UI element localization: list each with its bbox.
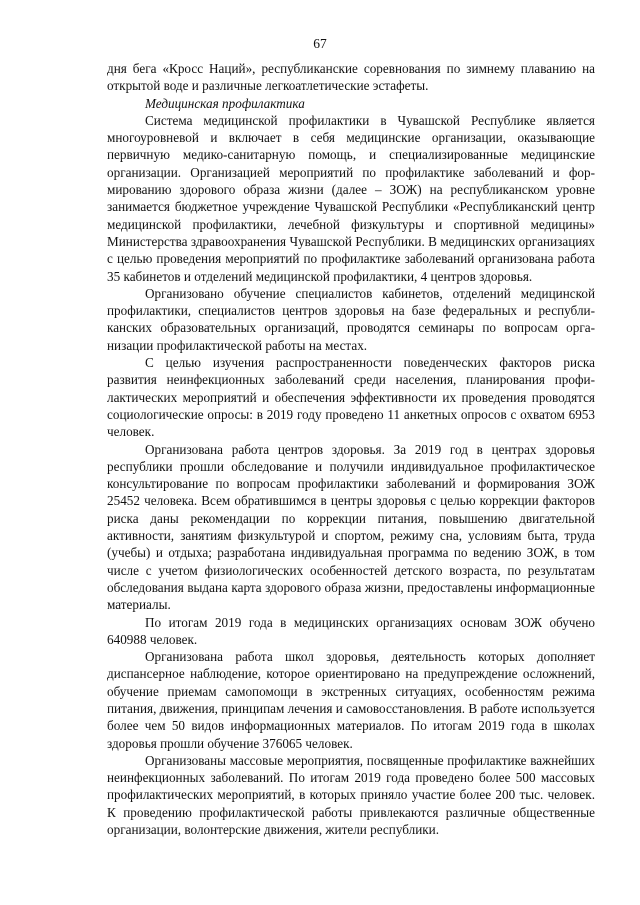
paragraph: Система медицинской профилактики в Чувашской Республике является многоуровневой и включает в себя медицинские организации, оказывающие первичную медико-санитарную помощь, и специализированные медицинские организации. Организацией мероприятий по профилактике заболеваний и формированию здорового образа жизни (далее – ЗОЖ) на республиканском уровне занимается бюджетное учреждение Чувашской Республики «Республиканский центр медицинской профилактики, лечебной физкультуры и спортивной медицины» Министерства здравоохранения Чувашской Республики. В медицинских организациях с целью проведения мероприятий по профилактике заболеваний организована работа 35 кабинетов и отделений медицинской профилактики, 4 центров здоровья. xyxy=(107,112,595,284)
paragraph-continuation: дня бега «Кросс Наций», республиканские соревнования по зимнему плаванию на открытой воде и различные легкоатлетические эстафеты. xyxy=(107,61,595,94)
paragraph: Организована работа школ здоровья, деятельность которых дополняет диспансерное наблюдение, которое ориентировано на предупреждение осложнений, обучение приемам самопомощи в экстренных ситуациях, особенностям режима питания, движения, принципам лечения и самовосстановления. В работе используется более чем 50 видов информационных материалов. По итогам 2019 года в школах здоровья прошли обучение 376065 человек. xyxy=(107,649,595,751)
section-heading: Медицинская профилактика xyxy=(145,95,305,111)
paragraph: Организованы массовые мероприятия, посвященные профилактике важнейших неинфекционных заболеваний. По итогам 2019 года проведено более 500 массовых профилактических мероприятий, в которых приняло участие более 200 тыс. человек. К проведению профилактической работы привлекаются различные общественные организации, волонтерские движения, жители республики. xyxy=(107,752,595,838)
paragraph: По итогам 2019 года в медицинских организациях основам ЗОЖ обучено 640988 человек. xyxy=(107,614,595,647)
paragraph: Организовано обучение специалистов кабинетов, отделений медицинской профилактики, специалистов центров здоровья на базе федеральных и республиканских образовательных организаций, проводятся семинары по вопросам организации профилактической работы на местах. xyxy=(107,285,595,353)
paragraph: Организована работа центров здоровья. За 2019 год в центрах здоровья республики прошли обследование и получили индивидуальное профилактическое консультирование по вопросам профилактики заболеваний и формирования ЗОЖ 25452 человека. Всем обратившимся в центры здоровья с целью коррекции факторов риска даны рекомендации по коррекции питания, повышению двигательной активности, занятиям физкультурой и спортом, режиму сна, условиям быта, труда (учебы) и отдыха; разработана индивидуальная программа по ведению ЗОЖ, в том числе с учетом физиологических особенностей детского возраста, по результатам обследования выдана карта здорового образа жизни, предоставлены информационные материалы. xyxy=(107,441,595,613)
paragraph: С целью изучения распространенности поведенческих факторов риска развития неинфекционных заболеваний среди населения, планирования профилактических мероприятий и обеспечения эффективности их проведения проводятся социологические опросы: в 2019 году проведено 11 анкетных опросов с охватом 6953 человек. xyxy=(107,355,595,440)
page-number: 67 xyxy=(313,36,327,51)
page-body xyxy=(107,60,595,838)
